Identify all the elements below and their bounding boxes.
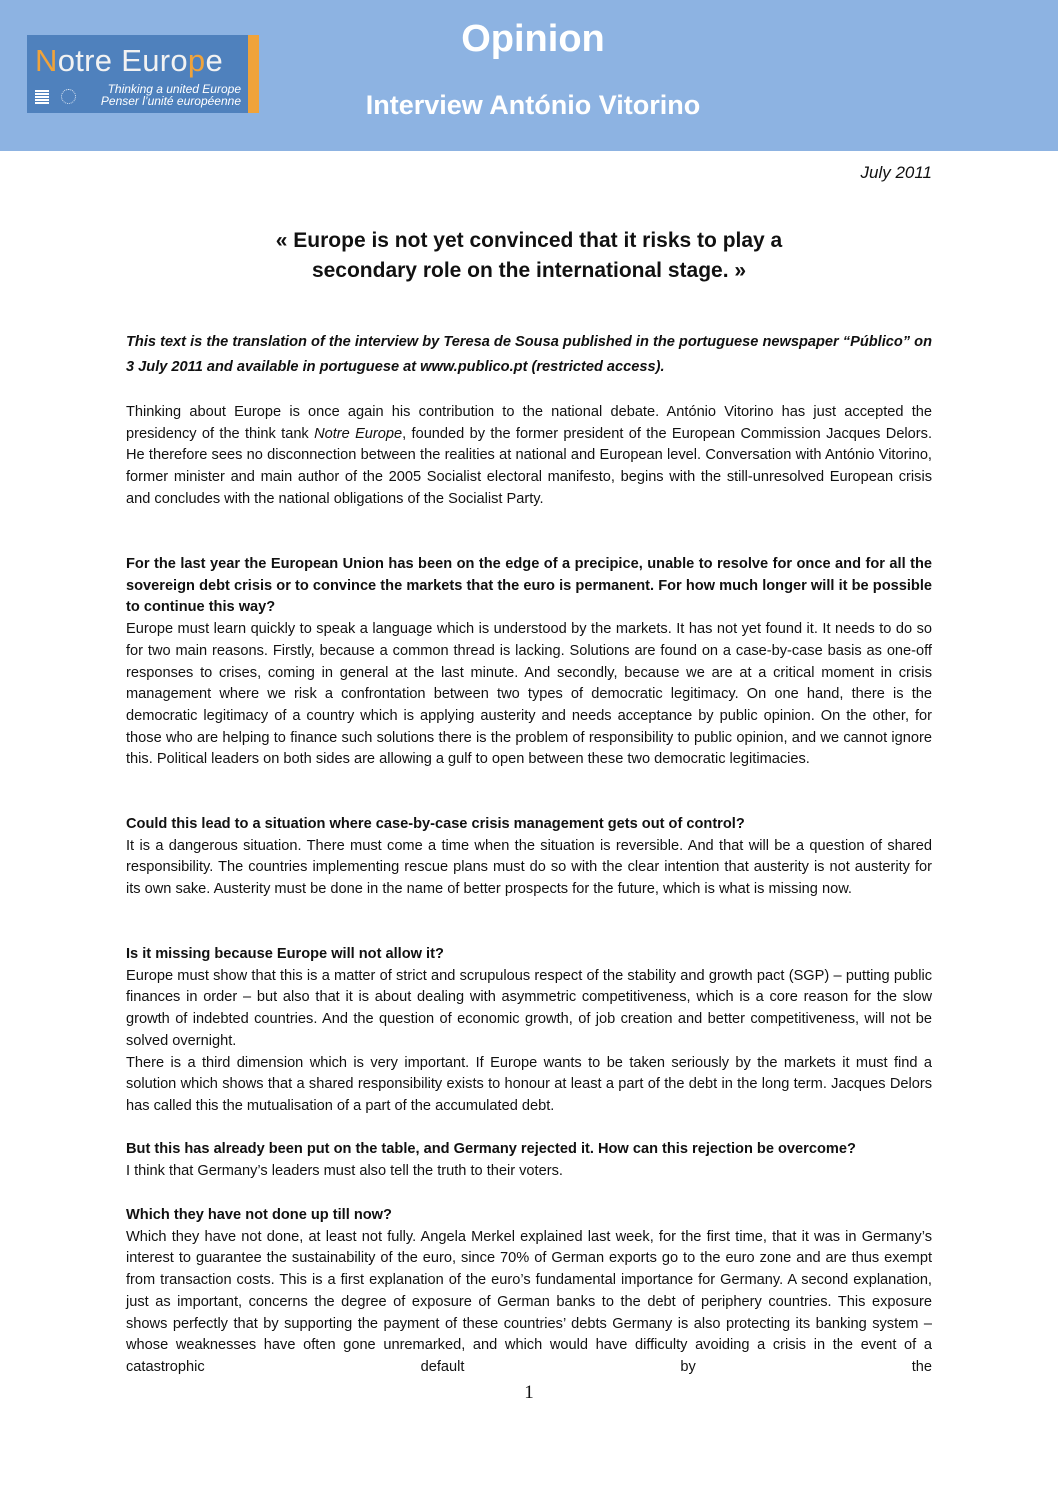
- lead-paragraph: [126, 402, 932, 511]
- answer: I think that Germany’s leaders must also tell the truth to their voters.: [126, 1162, 563, 1179]
- title-line: « Europe is not yet convinced that it risks to play a: [275, 229, 783, 252]
- date: July 2011: [860, 163, 932, 182]
- page-number: 1: [524, 1382, 534, 1403]
- answer: It is a dangerous situation. There must come a time when the situation is reversible. And that will be a question of shared responsibility. The countries implementing rescue plans must do so with the clear intention that austerity is not austerity for its own sake. Austerity must be done in the name of better prospects for the future, which is what is missing now.: [126, 837, 932, 898]
- header-title: Opinion: [461, 18, 605, 60]
- header-subtitle: Interview António Vitorino: [365, 90, 701, 120]
- qa-section: [126, 1139, 932, 1182]
- tagline-en: Thinking a united Europe: [107, 82, 241, 96]
- intro-note: This text is the translation of the interview by Teresa de Sousa published in the portuguese newspaper “Público” on 3 July 2011 and available in portuguese at www.publico.pt (restricted access).: [126, 334, 932, 375]
- logo-letter: e: [205, 43, 223, 78]
- title-line: secondary role on the international stage. »: [311, 259, 747, 282]
- question: Is it missing because Europe will not allow it?: [126, 946, 444, 962]
- question: Could this lead to a situation where case-by-case crisis management gets out of control?: [126, 816, 745, 832]
- answer: Europe must learn quickly to speak a language which is understood by the markets. It has not yet found it. It needs to do so for two main reasons. Firstly, because a common thread is lacking. Solutions are found on a case-by-case basis as one-off responses to crises, coming in general at the last minute. And secondly, because we are at a critical moment in crisis management where we risk a confrontation between two types of democratic legitimacy. On one hand, there is the democratic legitimacy of a country which is applying austerity and needs acceptance by public opinion. On the other, for those who are helping to finance such solutions there is the problem of responsibility to public opinion, and we cannot ignore this. Political leaders on both sides are allowing a gulf to open between these two democratic legitimacies.: [126, 621, 932, 768]
- qa-section: [126, 1205, 932, 1379]
- qa-section: [126, 554, 932, 771]
- lead-text: , founded by the former president of the European Commission Jacques Delors. He therefore sees no disconnection between the realities at national and European level. Conversation with António Vitorino, former minister and main author of the 2005 Socialist electoral manifesto, begins with the still-unresolved European crisis and concludes with the national obligations of the Socialist Party.: [126, 425, 933, 507]
- answer: Which they have not done, at least not fully. Angela Merkel explained last week, for the first time, that it was in Germany’s interest to guarantee the sustainability of the euro, since 70% of German exports go to the euro zone and are thus exempt from transaction costs. This is a first explanation of the euro’s fundamental importance for Germany. A second explanation, just as important, concerns the degree of exposure of German banks to the debt of periphery countries. This exposure shows perfectly that by supporting the payment of these countries’ debts Germany is also protecting its banking system – whose weaknesses have often gone unremarked, and which would have difficulty avoiding a crisis in the event of a catastrophic default by the: [126, 1228, 932, 1375]
- lead-emphasis: Notre Europe: [314, 425, 403, 442]
- tagline-fr: Penser l’unité européenne: [100, 94, 241, 108]
- logo-letter: p: [187, 43, 206, 78]
- lead-text: Thinking about Europe is once again his contribution to the national debate. António Vitorino has just accepted the presidency of the think tank: [126, 404, 932, 442]
- question: For the last year the European Union has been on the edge of a precipice, unable to resolve for once and for all the sovereign debt crisis or to convince the markets that the euro is permanent. For how much longer will it be possible to continue this way?: [126, 556, 932, 616]
- qa-section: [126, 814, 932, 901]
- answer: There is a third dimension which is very important. If Europe wants to be taken seriously by the markets it must find a solution which shows that a shared responsibility exists to honour at least a part of the debt in the long term. Jacques Delors has called this the mutualisation of a part of the accumulated debt.: [126, 1054, 932, 1114]
- logo-letter: N: [35, 43, 58, 78]
- logo-letters: otre Euro: [57, 43, 188, 78]
- qa-section: [126, 944, 932, 1118]
- answer: Europe must show that this is a matter of strict and scrupulous respect of the stability and growth pact (SGP) – putting public finances in order – but also that it is about dealing with asymmetric competitiveness, which is a core reason for the slow growth of indebted countries. And the question of economic growth, of job creation and better competitiveness, will not be solved overnight.: [126, 967, 932, 1049]
- question: Which they have not done up till now?: [126, 1207, 392, 1223]
- question: But this has already been put on the table, and Germany rejected it. How can this rejection be overcome?: [126, 1141, 856, 1157]
